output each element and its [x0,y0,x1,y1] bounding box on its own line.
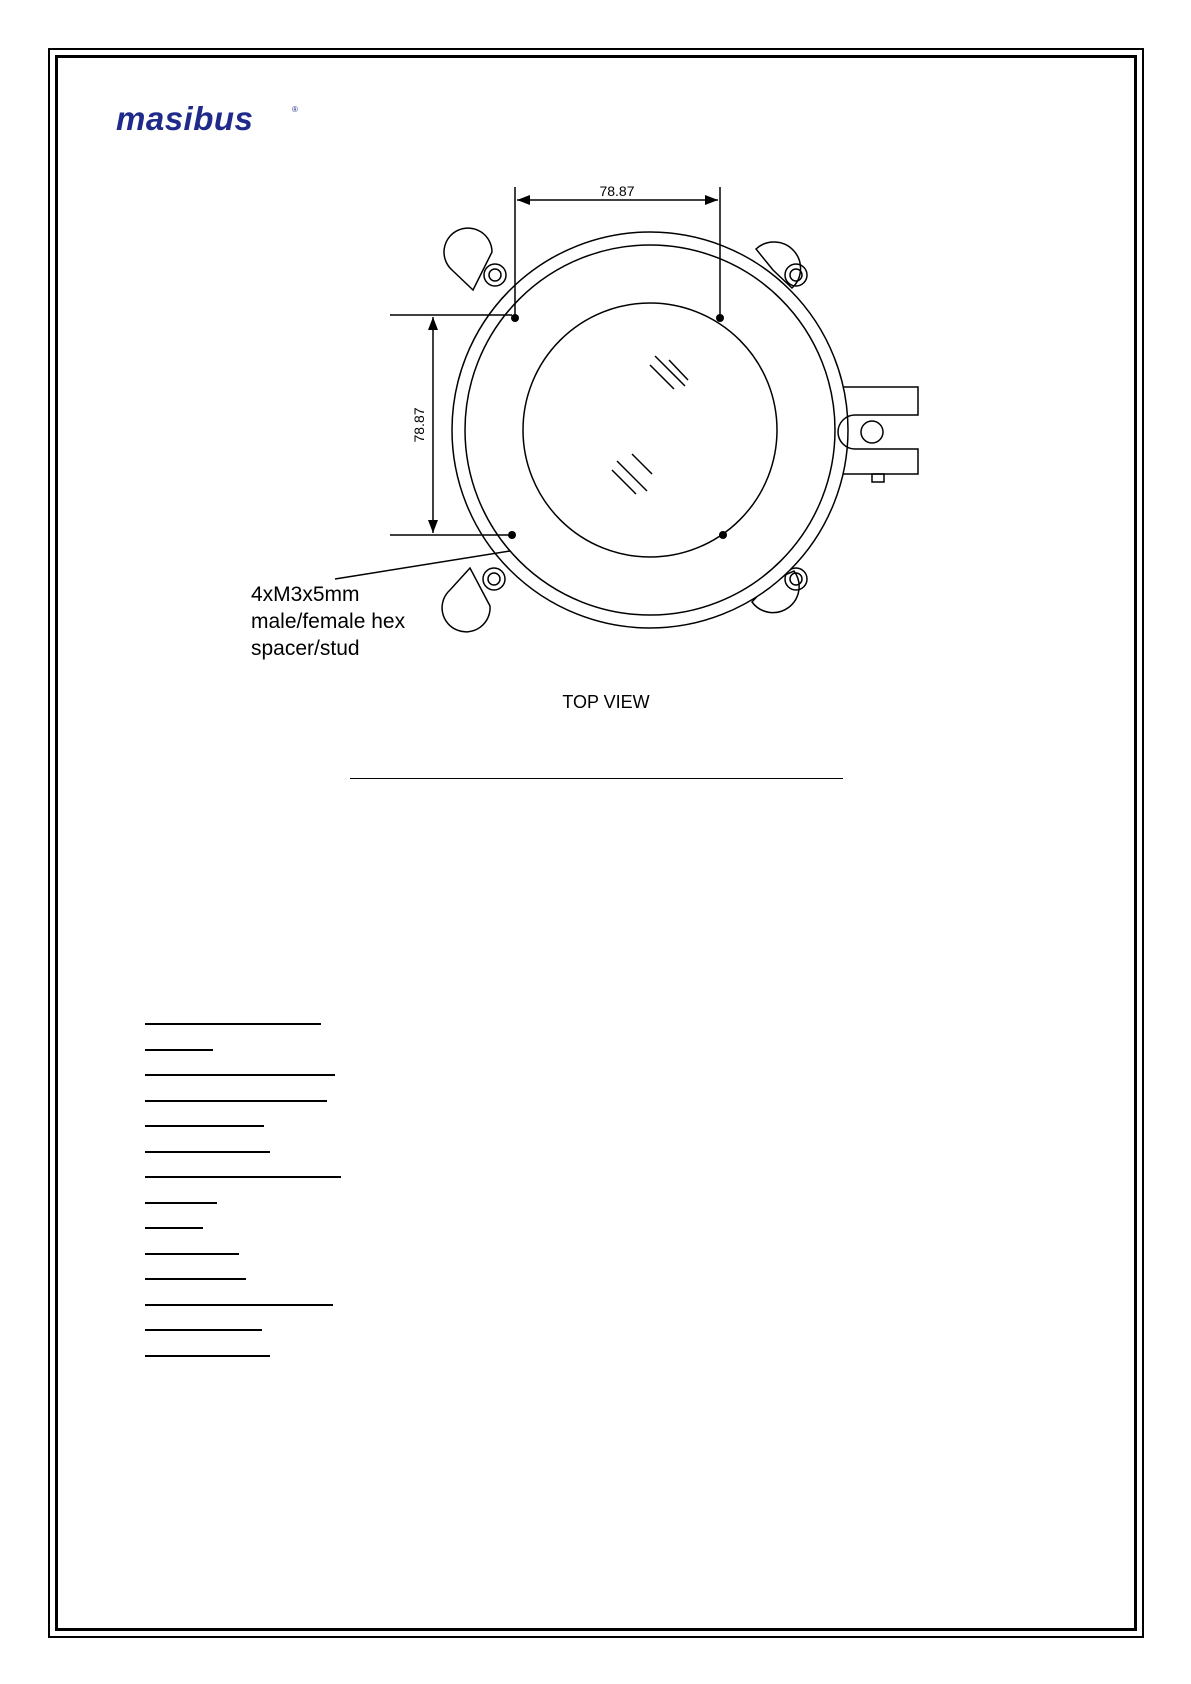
blank-line [145,1049,213,1051]
blank-line [145,1125,264,1127]
blank-line [145,1253,239,1255]
callout-line-3: spacer/stud [251,637,360,660]
svg-text:®: ® [292,105,298,114]
blank-line [145,1074,335,1076]
blank-line [145,1151,270,1153]
underlined-blank-list [145,1023,341,1380]
blank-line [145,1100,327,1102]
blank-line [145,1329,262,1331]
stud-dot-tr [716,314,724,322]
clamp-pin [861,421,883,443]
stud-dot-tl [511,314,519,322]
blank-line [145,1023,321,1025]
blank-line [145,1176,341,1178]
blank-line [145,1304,333,1306]
ear-hole-bl [483,568,505,590]
stud-dot-bl [508,531,516,539]
view-title: TOP VIEW [562,692,650,712]
stud-dot-br [719,531,727,539]
blank-line [145,1278,246,1280]
svg-text:masibus: masibus [116,100,254,137]
dimension-label-vertical: 78.87 [411,407,427,443]
callout-line-1: 4xM3x5mm [251,583,360,606]
masibus-logo [114,100,304,140]
top-view-drawing [200,170,1000,730]
callout-line-2: male/female hex [251,610,406,633]
body-outer-circle [452,232,848,628]
caption-underline [350,778,843,779]
blank-line [145,1227,203,1229]
ear-hole-tl [484,264,506,286]
dimension-label-horizontal: 78.87 [599,183,635,199]
side-clamp [838,387,918,474]
blank-line [145,1355,270,1357]
blank-line [145,1202,217,1204]
